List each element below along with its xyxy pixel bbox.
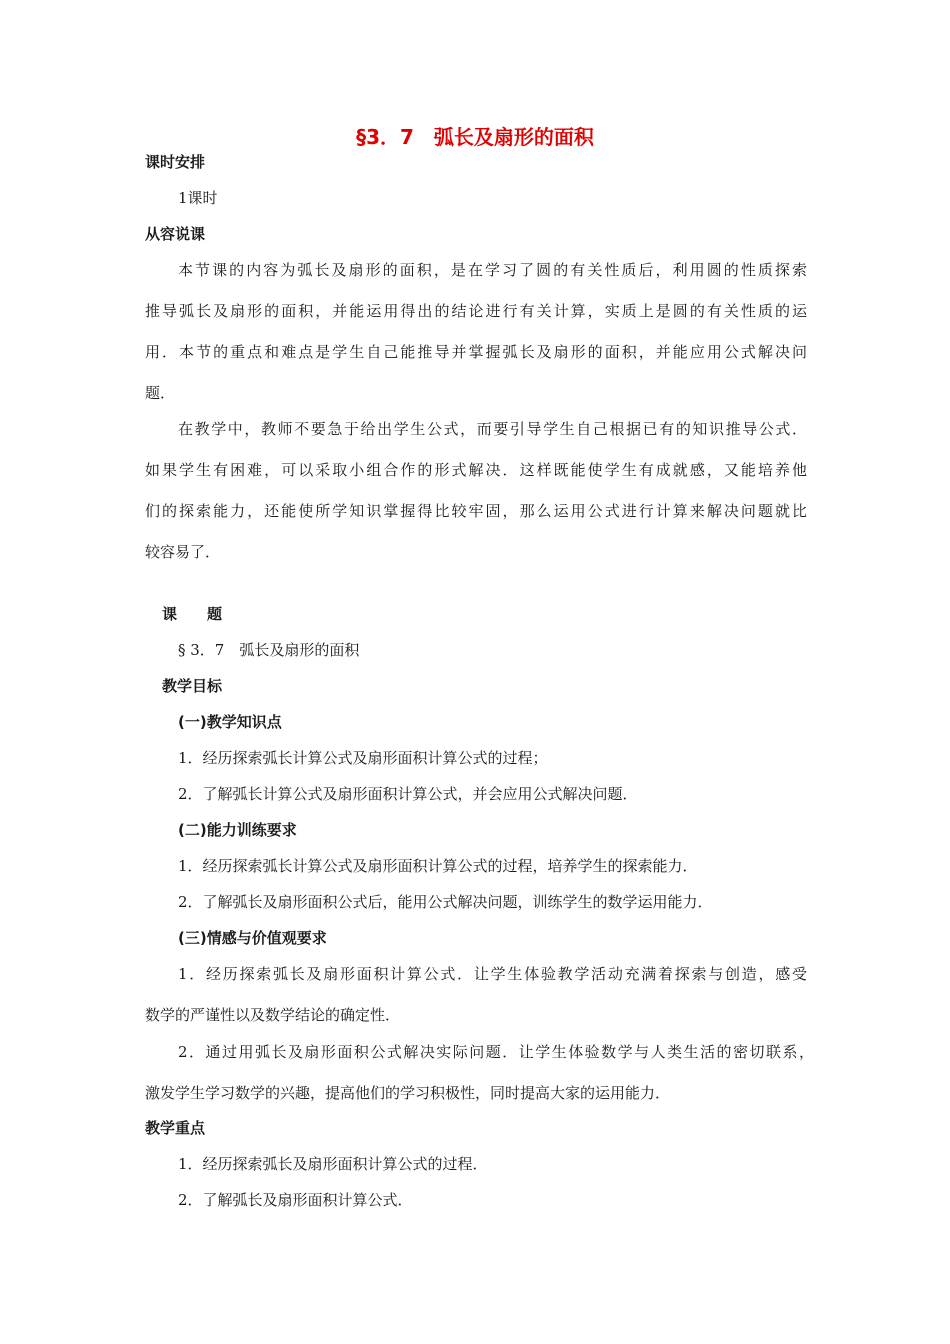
emotion-item2-line: 2．通过用弧长及扇形面积公式解决实际问题．让学生体验数学与人类生活的密切联系， xyxy=(178,1043,814,1061)
key-points-heading: 教学重点 xyxy=(145,1119,206,1137)
intro-p1-line: 题． xyxy=(145,384,176,402)
intro-p1-line: 推导弧长及扇形的面积，并能运用得出的结论进行有关计算，实质上是圆的有关性质的运 xyxy=(145,302,807,320)
emotion-item1-line: 1．经历探索弧长及扇形面积计算公式．让学生体验教学活动充满着探索与创造，感受 xyxy=(178,965,807,983)
emotion-item2-line: 激发学生学习数学的兴趣，提高他们的学习积极性，同时提高大家的运用能力． xyxy=(145,1084,671,1102)
emotion-item1-line: 数学的严谨性以及数学结论的确定性． xyxy=(145,1006,401,1024)
intro-p2-line: 如果学生有困难，可以采取小组合作的形式解决．这样既能使学生有成就感，又能培养他 xyxy=(145,461,807,479)
knowledge-heading: (一)教学知识点 xyxy=(178,713,282,731)
ability-item: 2．了解弧长及扇形面积公式后，能用公式解决问题，训练学生的数学运用能力． xyxy=(178,893,713,911)
topic-heading: 课 题 xyxy=(162,605,223,623)
intro-p1-line: 用．本节的重点和难点是学生自己能推导并掌握弧长及扇形的面积，并能应用公式解决问 xyxy=(145,343,807,361)
intro-heading: 从容说课 xyxy=(145,225,206,243)
objectives-heading: 教学目标 xyxy=(162,677,223,695)
intro-p2-line: 在教学中，教师不要急于给出学生公式，而要引导学生自己根据已有的知识推导公式． xyxy=(178,420,807,438)
ability-heading: (二)能力训练要求 xyxy=(178,821,297,839)
arrangement-value: 1课时 xyxy=(178,189,218,207)
ability-item: 1．经历探索弧长计算公式及扇形面积计算公式的过程，培养学生的探索能力． xyxy=(178,857,698,875)
key-points-item: 2．了解弧长及扇形面积计算公式． xyxy=(178,1191,413,1209)
topic-value: § 3．7 弧长及扇形的面积 xyxy=(178,641,360,659)
intro-p2-line: 们的探索能力，还能使所学知识掌握得比较牢固，那么运用公式进行计算来解决问题就比 xyxy=(145,502,807,520)
intro-p2-line: 较容易了． xyxy=(145,543,221,561)
intro-p1-line: 本节课的内容为弧长及扇形的面积，是在学习了圆的有关性质后，利用圆的性质探索 xyxy=(178,261,807,279)
emotion-heading: (三)情感与价值观要求 xyxy=(178,929,327,947)
page-title: §3．7 弧长及扇形的面积 xyxy=(356,125,594,149)
knowledge-item: 1．经历探索弧长计算公式及扇形面积计算公式的过程； xyxy=(178,749,548,767)
knowledge-item: 2．了解弧长计算公式及扇形面积计算公式，并会应用公式解决问题． xyxy=(178,785,638,803)
key-points-item: 1．经历探索弧长及扇形面积计算公式的过程． xyxy=(178,1155,488,1173)
arrangement-heading: 课时安排 xyxy=(145,153,206,171)
